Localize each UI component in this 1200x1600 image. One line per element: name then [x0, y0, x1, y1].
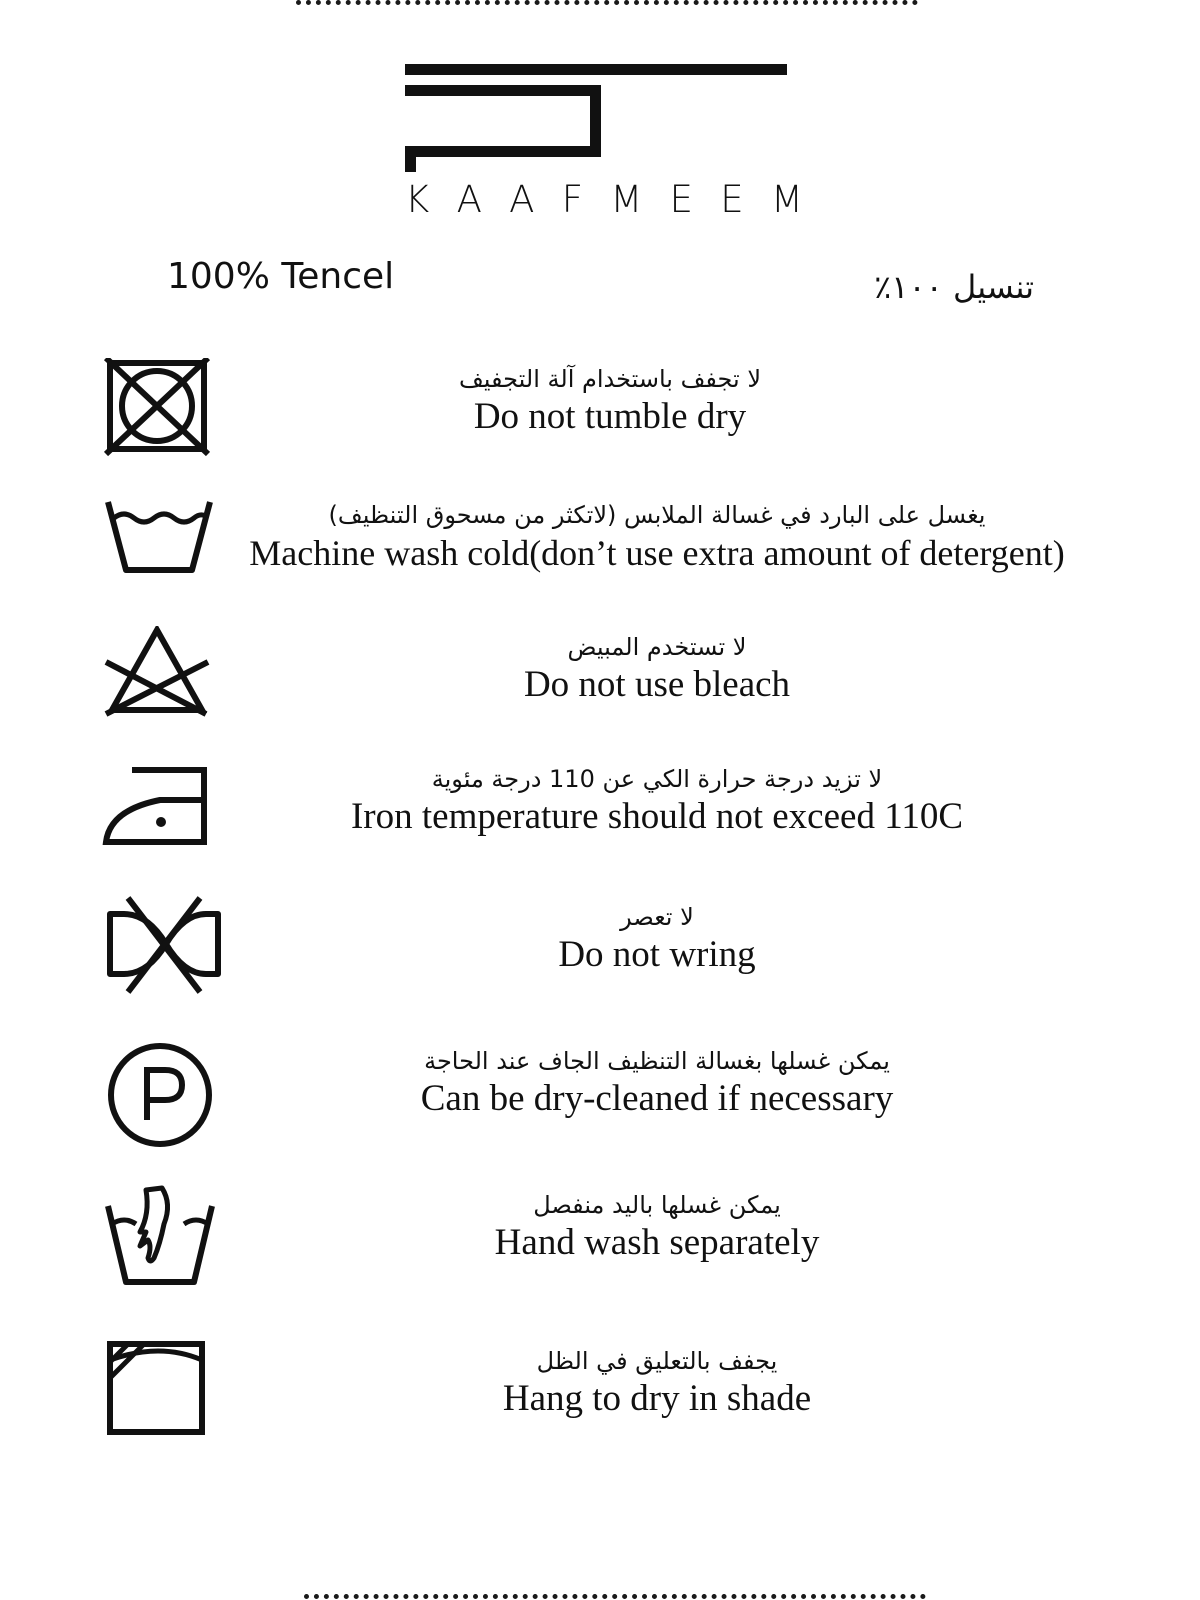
- care-arabic: لا تعصر: [620, 903, 694, 931]
- care-row-machine-wash: [0, 494, 1200, 604]
- iron-low-temperature-icon: [100, 758, 230, 868]
- care-row-iron: [0, 758, 1200, 868]
- care-arabic: لا تجفف باستخدام آلة التجفيف: [458, 365, 762, 393]
- brand-wordmark: [405, 178, 803, 221]
- care-english: Hang to dry in shade: [502, 1378, 812, 1419]
- care-english: Do not wring: [558, 934, 756, 975]
- do-not-wring-icon: [100, 896, 230, 1006]
- care-row-wring: [0, 896, 1200, 1006]
- care-english: Hand wash separately: [494, 1222, 820, 1263]
- wordmark-letter: F: [561, 178, 584, 221]
- care-arabic: لا تستخدم المبيض: [567, 633, 747, 661]
- bottom-dotted-border: [304, 1594, 926, 1599]
- wordmark-letter: K: [405, 178, 430, 221]
- care-row-bleach: [0, 626, 1200, 736]
- material-english: 100% Tencel: [167, 256, 395, 297]
- care-english: Do not use bleach: [523, 664, 791, 705]
- care-row-hand-wash: [0, 1184, 1200, 1294]
- care-english: Do not tumble dry: [473, 396, 747, 437]
- hand-wash-icon: [100, 1184, 230, 1294]
- care-row-dry-clean: [0, 1040, 1200, 1150]
- care-arabic: يغسل على البارد في غسالة الملابس (لاتكثر من مسحوق التنظيف): [328, 501, 986, 529]
- top-dotted-border: [296, 0, 918, 5]
- care-arabic: يجفف بالتعليق في الظل: [536, 1347, 778, 1375]
- wordmark-letter: M: [770, 178, 803, 221]
- care-row-tumble-dry: [0, 358, 1200, 468]
- care-english: Can be dry-cleaned if necessary: [420, 1078, 894, 1119]
- care-arabic: يمكن غسلها بغسالة التنظيف الجاف عند الحاجة: [424, 1047, 890, 1075]
- care-english: Machine wash cold(don’t use extra amount of detergent): [249, 533, 1065, 573]
- do-not-bleach-icon: [100, 626, 230, 736]
- care-row-dry-shade: [0, 1340, 1200, 1450]
- care-arabic: يمكن غسلها باليد منفصل: [533, 1191, 781, 1219]
- care-english: Iron temperature should not exceed 110C: [350, 796, 964, 837]
- wordmark-letter: E: [669, 178, 693, 221]
- care-arabic: لا تزيد درجة حرارة الكي عن 110 درجة مئوية: [431, 765, 883, 793]
- material-arabic: تنسيل ١٠٠٪: [874, 268, 1034, 306]
- wordmark-letter: A: [509, 178, 535, 221]
- wordmark-letter: M: [610, 178, 643, 221]
- machine-wash-cold-icon: [100, 494, 230, 604]
- dry-in-shade-icon: [100, 1340, 230, 1450]
- dry-clean-p-icon: [100, 1040, 230, 1150]
- wordmark-letter: A: [456, 178, 482, 221]
- wordmark-letter: E: [720, 178, 744, 221]
